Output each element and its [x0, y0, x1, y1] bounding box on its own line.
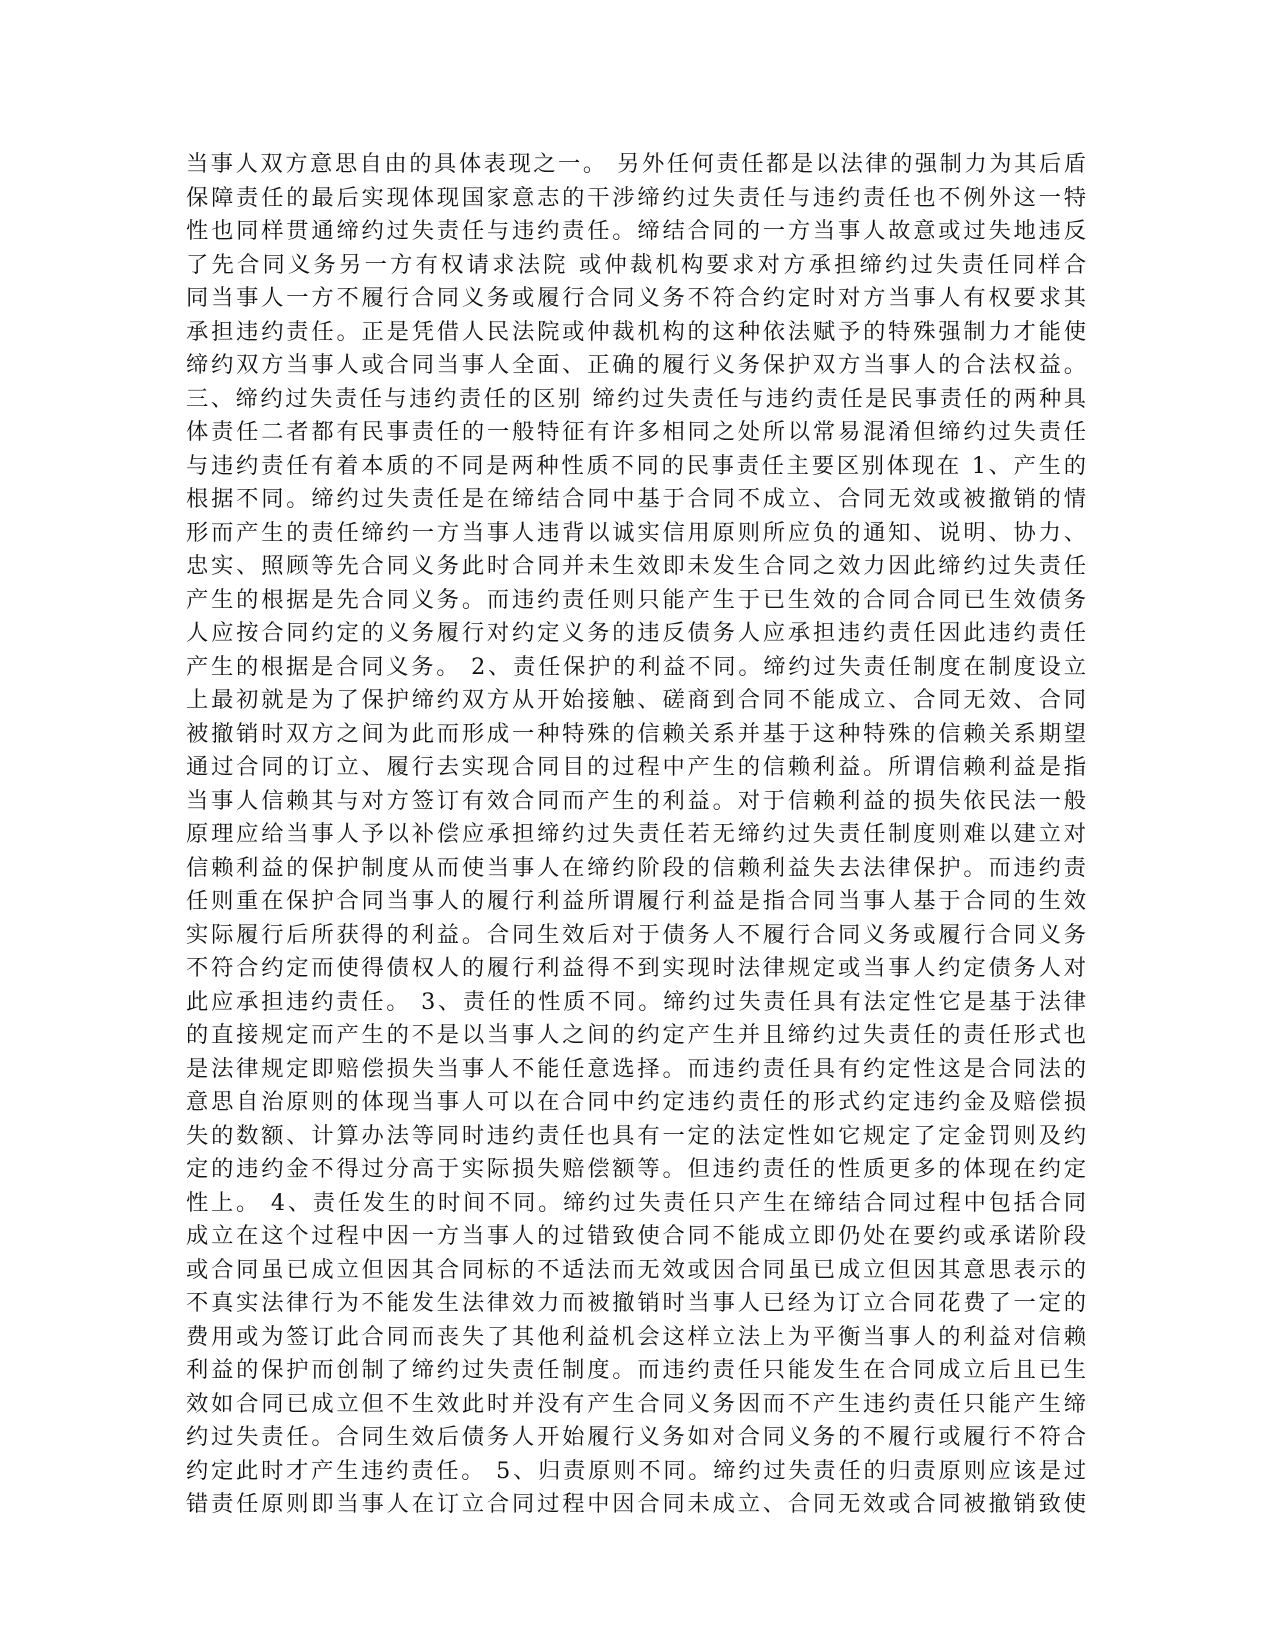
- text-line: 是法律规定即赔偿损失当事人不能任意选择。而违约责任具有约定性这是合同法的: [186, 1055, 1086, 1082]
- text-line: 费用或为签订此合同而丧失了其他利益机会这样立法上为平衡当事人的利益对信赖: [186, 1323, 1086, 1350]
- text-line: 形而产生的责任缔约一方当事人违背以诚实信用原则所应负的通知、说明、协力、: [186, 519, 1086, 546]
- text-line: 产生的根据是合同义务。 2、责任保护的利益不同。缔约过失责任制度在制度设立: [186, 653, 1086, 680]
- text-line: 约定此时才产生违约责任。 5、归责原则不同。缔约过失责任的归责原则应该是过: [186, 1457, 1086, 1484]
- text-line: 被撤销时双方之间为此而形成一种特殊的信赖关系并基于这种特殊的信赖关系期望: [186, 720, 1086, 747]
- text-line: 不真实法律行为不能发生法律效力而被撤销时当事人已经为订立合同花费了一定的: [186, 1290, 1086, 1316]
- text-line: 性也同样贯通缔约过失责任与违约责任。缔结合同的一方当事人故意或过失地违反: [186, 218, 1086, 244]
- text-line: 信赖利益的保护制度从而使当事人在缔约阶段的信赖利益失去法律保护。而违约责: [186, 854, 1086, 881]
- text-line: 三、缔约过失责任与违约责任的区别 缔约过失责任与违约责任是民事责任的两种具: [186, 385, 1086, 412]
- text-line: 性上。 4、责任发生的时间不同。缔约过失责任只产生在缔结合同过程中包括合同: [186, 1189, 1086, 1216]
- text-line: 利益的保护而创制了缔约过失责任制度。而违约责任只能发生在合同成立后且已生: [186, 1357, 1086, 1383]
- text-line: 当事人信赖其与对方签订有效合同而产生的利益。对于信赖利益的损失依民法一般: [186, 787, 1086, 814]
- text-line: 了先合同义务另一方有权请求法院 或仲裁机构要求对方承担缔约过失责任同样合: [186, 251, 1086, 278]
- text-line: 的直接规定而产生的不是以当事人之间的约定产生并且缔约过失责任的责任形式也: [186, 1022, 1086, 1048]
- text-line: 缔约双方当事人或合同当事人全面、正确的履行义务保护双方当事人的合法权益。: [186, 352, 1086, 378]
- text-line: 根据不同。缔约过失责任是在缔结合同中基于合同不成立、合同无效或被撤销的情: [186, 486, 1086, 512]
- text-line: 人应按合同约定的义务履行对约定义务的违反债务人应承担违约责任因此违约责任: [186, 620, 1086, 646]
- text-line: 同当事人一方不履行合同义务或履行合同义务不符合约定时对方当事人有权要求其: [186, 285, 1086, 311]
- text-line: 保障责任的最后实现体现国家意志的干涉缔约过失责任与违约责任也不例外这一特: [186, 184, 1086, 211]
- text-line: 定的违约金不得过分高于实际损失赔偿额等。但违约责任的性质更多的体现在约定: [186, 1156, 1086, 1182]
- text-line: 产生的根据是先合同义务。而违约责任则只能产生于已生效的合同合同已生效债务: [186, 586, 1086, 613]
- text-line: 任则重在保护合同当事人的履行利益所谓履行利益是指合同当事人基于合同的生效: [186, 888, 1086, 914]
- text-line: 意思自治原则的体现当事人可以在合同中约定违约责任的形式约定违约金及赔偿损: [186, 1089, 1086, 1115]
- body-text: [186, 148, 1086, 1522]
- text-line: 此应承担违约责任。 3、责任的性质不同。缔约过失责任具有法定性它是基于法律: [186, 988, 1086, 1015]
- text-line: 实际履行后所获得的利益。合同生效后对于债务人不履行合同义务或履行合同义务: [186, 921, 1086, 948]
- text-line: 或合同虽已成立但因其合同标的不适法而无效或因合同虽已成立但因其意思表示的: [186, 1256, 1086, 1283]
- text-line: 成立在这个过程中因一方当事人的过错致使合同不能成立即仍处在要约或承诺阶段: [186, 1223, 1086, 1249]
- text-line: 原理应给当事人予以补偿应承担缔约过失责任若无缔约过失责任制度则难以建立对: [186, 821, 1086, 847]
- text-line: 上最初就是为了保护缔约双方从开始接触、磋商到合同不能成立、合同无效、合同: [186, 687, 1086, 713]
- text-line: 通过合同的订立、履行去实现合同目的过程中产生的信赖利益。所谓信赖利益是指: [186, 754, 1086, 780]
- text-line: 不符合约定而使得债权人的履行利益得不到实现时法律规定或当事人约定债务人对: [186, 955, 1086, 981]
- text-line: 与违约责任有着本质的不同是两种性质不同的民事责任主要区别体现在 1、产生的: [186, 452, 1086, 479]
- text-line: 错责任原则即当事人在订立合同过程中因合同未成立、合同无效或合同被撤销致使: [186, 1491, 1086, 1517]
- text-line: 忠实、照顾等先合同义务此时合同并未生效即未发生合同之效力因此缔约过失责任: [186, 553, 1086, 579]
- text-line: 约过失责任。合同生效后债务人开始履行义务如对合同义务的不履行或履行不符合: [186, 1424, 1086, 1450]
- text-line: 承担违约责任。正是凭借人民法院或仲裁机构的这种依法赋予的特殊强制力才能使: [186, 318, 1086, 345]
- text-line: 失的数额、计算办法等同时违约责任也具有一定的法定性如它规定了定金罚则及约: [186, 1122, 1086, 1149]
- text-line: 体责任二者都有民事责任的一般特征有许多相同之处所以常易混淆但缔约过失责任: [186, 419, 1086, 445]
- text-line: 当事人双方意思自由的具体表现之一。 另外任何责任都是以法律的强制力为其后盾: [186, 151, 1086, 177]
- text-line: 效如合同已成立但不生效此时并没有产生合同义务因而不产生违约责任只能产生缔: [186, 1390, 1086, 1417]
